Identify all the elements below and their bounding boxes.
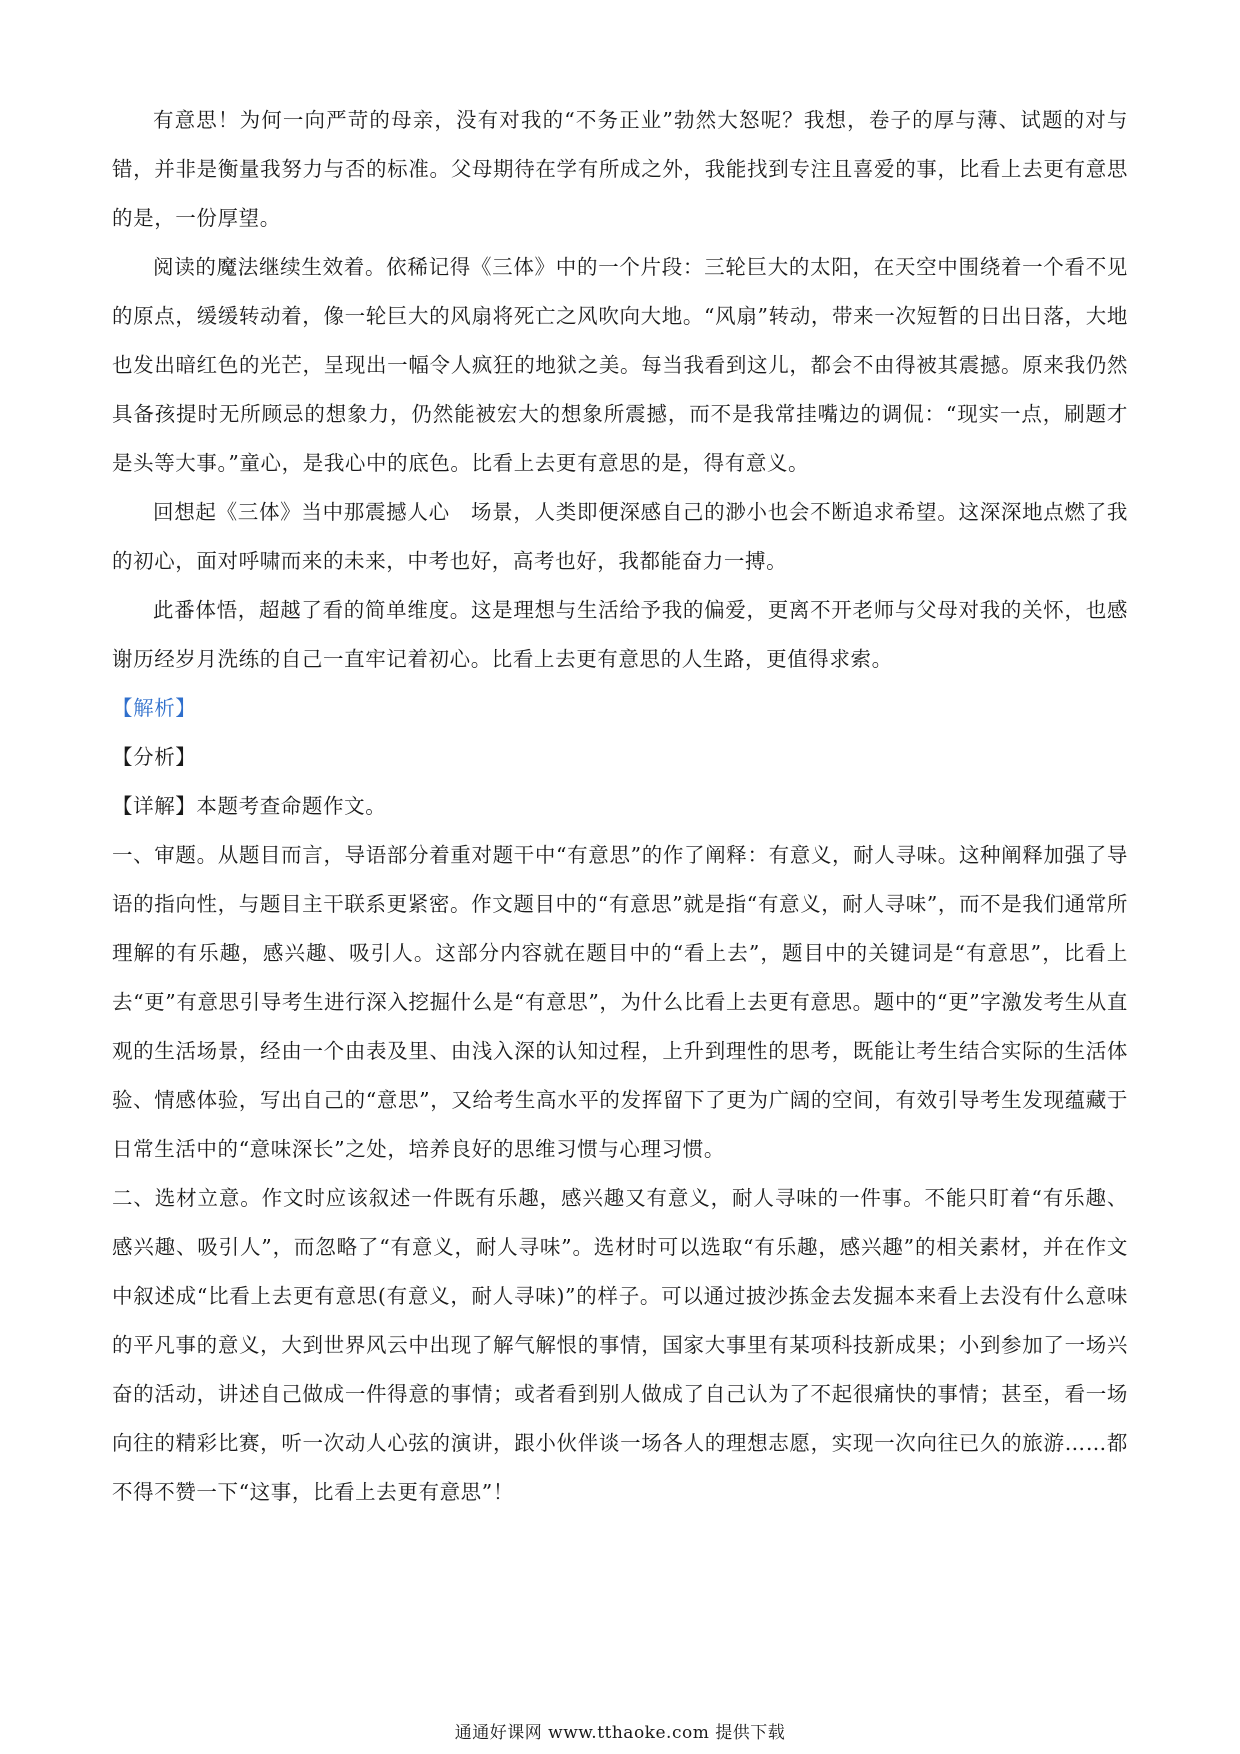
- analysis-paragraph-1: 一、审题。从题目而言，导语部分着重对题干中“有意思”的作了阐释：有意义，耐人寻味。这种阐释加强了导语的指向性，与题目主干联系更紧密。作文题目中的“有意思”就是指“有意义，耐人寻味”，而不是我们通常所理解的有乐趣，感兴趣、吸引人。这部分内容就在题目中的“看上去”，题目中的关键词是“有意思”，比看上去“更”有意思引导考生进行深入挖掘什么是“有意思”，为什么比看上去更有意思。题中的“更”字激发考生从直观的生活场景，经由一个由表及里、由浅入深的认知过程，上升到理性的思考，既能让考生结合实际的生活体验、情感体验，写出自己的“意思”，又给考生高水平的发挥留下了更为广阔的空间，有效引导考生发现蕴藏于日常生活中的“意味深长”之处，培养良好的思维习惯与心理习惯。: [112, 843, 1128, 1161]
- xiangjie-line: 【详解】本题考查命题作文。: [112, 794, 387, 818]
- page-footer: 通通好课网 www.tthaoke.com 提供下载: [454, 1723, 786, 1743]
- essay-paragraph-3: 回想起《三体》当中那震撼人心 场景，人类即便深感自己的渺小也会不断追求希望。这深深地点燃了我的初心，面对呼啸而来的未来，中考也好，高考也好，我都能奋力一搏。: [112, 500, 1128, 573]
- document-body: [112, 96, 1128, 1517]
- jiexi-label: 【解析】: [112, 696, 197, 720]
- analysis-paragraph-2: 二、选材立意。作文时应该叙述一件既有乐趣，感兴趣又有意义，耐人寻味的一件事。不能只盯着“有乐趣、感兴趣、吸引人”，而忽略了“有意义，耐人寻味”。选材时可以选取“有乐趣，感兴趣”的相关素材，并在作文中叙述成“比看上去更有意思(有意义，耐人寻味)”的样子。可以通过披沙拣金去发掘本来看上去没有什么意味的平凡事的意义，大到世界风云中出现了解气解恨的事情，国家大事里有某项科技新成果；小到参加了一场兴奋的活动，讲述自己做成一件得意的事情；或者看到别人做成了自己认为了不起很痛快的事情；甚至，看一场向往的精彩比赛，听一次动人心弦的演讲，跟小伙伴谈一场各人的理想志愿，实现一次向往已久的旅游……都不得不赞一下“这事，比看上去更有意思”！: [112, 1186, 1128, 1504]
- essay-paragraph-4: 此番体悟，超越了看的简单维度。这是理想与生活给予我的偏爱，更离不开老师与父母对我的关怀，也感谢历经岁月洗练的自己一直牢记着初心。比看上去更有意思的人生路，更值得求索。: [112, 598, 1128, 671]
- essay-paragraph-1: 有意思！为何一向严苛的母亲，没有对我的“不务正业”勃然大怒呢？我想，卷子的厚与薄、试题的对与错，并非是衡量我努力与否的标准。父母期待在学有所成之外，我能找到专注且喜爱的事，比看上去更有意思的是，一份厚望。: [112, 108, 1128, 230]
- fenxi-label: 【分析】: [112, 745, 197, 769]
- essay-paragraph-2: 阅读的魔法继续生效着。依稀记得《三体》中的一个片段：三轮巨大的太阳，在天空中围绕着一个看不见的原点，缓缓转动着，像一轮巨大的风扇将死亡之风吹向大地。“风扇”转动，带来一次短暂的日出日落，大地也发出暗红色的光芒，呈现出一幅令人疯狂的地狱之美。每当我看到这儿，都会不由得被其震撼。原来我仍然具备孩提时无所顾忌的想象力，仍然能被宏大的想象所震撼，而不是我常挂嘴边的调侃：“现实一点，刷题才是头等大事。”童心，是我心中的底色。比看上去更有意思的是，得有意义。: [112, 255, 1128, 475]
